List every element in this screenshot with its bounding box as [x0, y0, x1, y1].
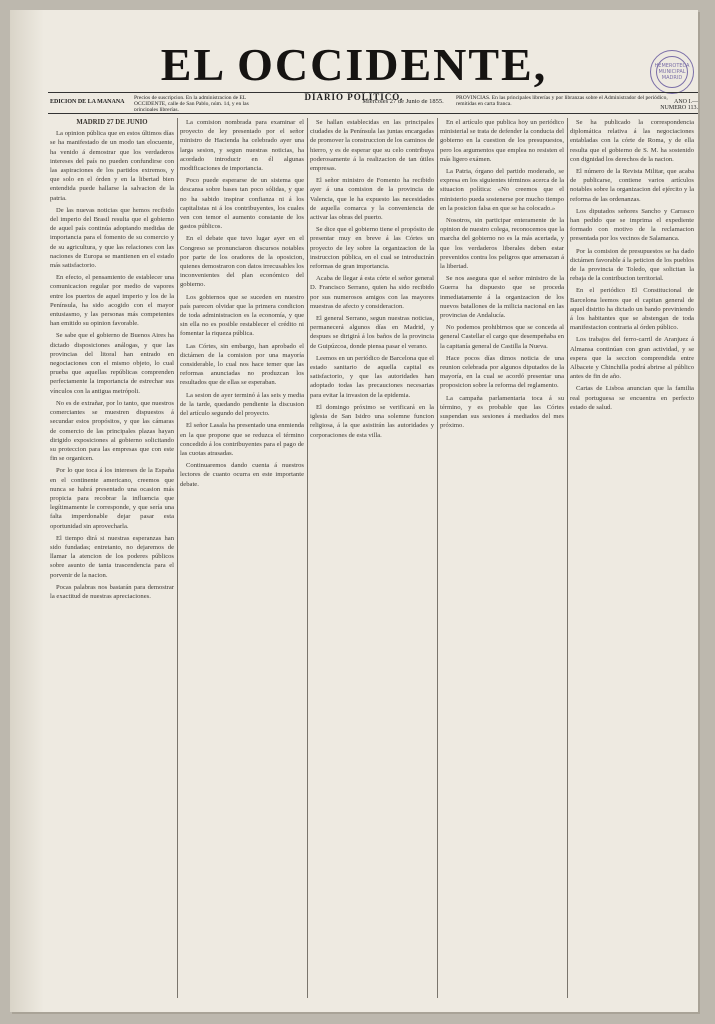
article-paragraph: El número de la Revista Militar, que acaba de publicarse, contiene varios artículos notables sobre la organizacion del ejército y la reforma de las ordenanzas.: [570, 168, 694, 203]
article-paragraph: Poco puede esperarse de un sistema que descansa sobre bases tan poco sólidas, y que no ha sabido inspirar confianza ni á los capitalistas ni á los contribuyentes, los cuales ven con temor el aumento constante de los gastos públicos.: [180, 177, 304, 231]
library-stamp: [650, 50, 694, 94]
article-paragraph: En el debate que tuvo lugar ayer en el Congreso se pronunciaron discursos notables por parte de los oradores de la oposicion, quienes demostraron con datos irrecusables los inconvenientes del plan económico del gobierno.: [180, 235, 304, 289]
column-rule: [177, 118, 178, 998]
article-paragraph: Hace pocos días dimos noticia de una reunion celebrada por algunos diputados de la mayoría, en la cual se acordó presentar una proposicion sobre la reforma del reglamento.: [440, 354, 564, 390]
article-paragraph: De las nuevas noticias que hemos recibido del imperio del Brasil resulta que el gobierno de aquel país continúa adoptando medidas de importancia para el fomento de su comercio y de su agricultura, y que las relaciones con las naciones de Europa se mantienen en el estado más satisfactorio.: [50, 206, 174, 270]
column-rule: [437, 118, 438, 998]
article-paragraph: Se nos asegura que el señor ministro de la Guerra ha dispuesto que se proceda inmediatamente á la organizacion de los nuevos batallones de la milicia nacional en las provincias de Andalucía.: [440, 275, 564, 320]
article-paragraph: La sesion de ayer terminó á las seis y media de la tarde, quedando pendiente la discusion del artículo segundo del proyecto.: [180, 391, 304, 418]
article-paragraph: Por la comision de presupuestos se ha dado dictámen favorable á la peticion de los pueblos de la provincia de Toledo, que solicitan la rebaja de la contribucion territorial.: [570, 247, 694, 283]
provinces-info: PROVINCIAS. En las principales librerías y por libranzas sobre el Administrador del periódico, remitidas en carta franca.: [456, 95, 668, 107]
article-paragraph: La campaña parlamentaria toca á su término, y es probable que las Córtes suspendan sus sesiones á mediados del mes próximo.: [440, 394, 564, 430]
edition-label: EDICION DE LA MAÑANA: [50, 99, 125, 105]
newspaper-page: [10, 10, 698, 1012]
article-paragraph: No podemos prohibirnos que se conceda al general Castellar el cargo que desempeñaba en la capitanía general de Castilla la Nueva.: [440, 324, 564, 350]
article-paragraph: Se hallan establecidas en las principales ciudades de la Península las juntas encargadas de promover la construccion de los caminos de hierro, y es de esperar que su celo contribuya poderosamente á la realizacion de tan útiles empresas.: [310, 119, 434, 173]
column-rule: [307, 118, 308, 998]
article-paragraph: Pocas palabras nos bastarán para demostrar la exactitud de nuestras apreciaciones.: [50, 583, 174, 600]
subscription-info: Precios de suscripcion. En la administracion de EL OCCIDENTE, calle de San Pablo, núm. 14, y en las principales librerías.: [134, 95, 249, 111]
article-paragraph: El tiempo dirá si nuestras esperanzas han sido fundadas; entretanto, no dejaremos de llamar la atencion de los poderes públicos sobre asunto de tanta trascendencia para el porvenir de la nacion.: [50, 534, 174, 579]
info-bar: [48, 92, 698, 114]
article-paragraph: Continuaremos dando cuenta á nuestros lectores de cuanto ocurra en este importante debate.: [180, 462, 304, 488]
article-paragraph: Cartas de Lisboa anuncian que la familia real portuguesa se encuentra en perfecto estado de salud.: [570, 385, 694, 411]
article-paragraph: Las Córtes, sin embargo, han aprobado el dictámen de la comision por una mayoría considerable, lo cual nos hace temer que las reformas anunciadas no produzcan los resultados que de ellas se esperaban.: [180, 342, 304, 387]
article-paragraph: Los diputados señores Sancho y Carrasco han pedido que se imprima el expediente formado con motivo de la reclamacion presentada por los vecinos de Salamanca.: [570, 207, 694, 243]
issue-date: Miércoles 27 de Junio de 1855.: [362, 99, 444, 105]
article-paragraph: Se ha publicado la correspondencia diplomática relativa á las negociaciones entabladas con la córte de Roma, y de ella resulta que el gobierno de S. M. ha sostenido con dignidad los derechos de la nacion.: [570, 119, 694, 163]
issue-number: AÑO I.—NUMERO 113.: [660, 99, 698, 111]
newspaper-title: EL OCCIDENTE,: [160, 39, 548, 90]
article-paragraph: En el artículo que publica hoy un periódico ministerial se trata de defender la conducta del gobierno en la cuestion de los presupuestos, pero los argumentos que emplea no resisten el más ligero exámen.: [440, 119, 564, 163]
page-binding-edge: [10, 10, 44, 1012]
article-paragraph: En efecto, el pensamiento de establecer una comunicacion regular por medio de vapores entre los puertos de aquel imperio y los de la Península, ha sido acogido con el mayor entusiasmo, y las personas más competentes han emitido su opinion favorable.: [50, 274, 174, 328]
article-paragraph: Por lo que toca á los intereses de la España en el continente americano, creemos que nunca se habrá presentado una ocasion más propicia para recobrar la influencia que legítimamente le corresponde, y que sería una falta imperdonable dejar pasar esta oportunidad sin aprovecharla.: [50, 467, 174, 530]
article-paragraph: El general Serrano, segun nuestras noticias, permanecerá algunos días en Madrid, y despues se dirigirá á los baños de la provincia de Guipúzcoa, donde piensa pasar el verano.: [310, 315, 434, 350]
article-paragraph: Leemos en un periódico de Barcelona que el estado sanitario de aquella capital es satisfactorio, y que las autoridades han adoptado todas las precauciones necesarias para evitar la invasion de la epidemia.: [310, 354, 434, 399]
article-paragraph: La opinion pública que en estos últimos días se ha manifestado de un modo tan elocuente, ha venido á demostrar que los verdaderos intereses del país no pueden confundirse con las aspiraciones de los partidos extremos, y que solo en el órden y en la libertad bien entendida puede hallarse la salvacion de la patria.: [50, 130, 174, 202]
article-paragraph: El señor ministro de Fomento ha recibido ayer á una comision de la provincia de Valencia, que le ha expuesto las necesidades de aquella comarca y la conveniencia de activar las obras del puerto.: [310, 177, 434, 222]
column-heading: MADRID 27 DE JUNIO: [76, 119, 148, 126]
newspaper-subtitle: DIARIO POLITICO.: [304, 92, 404, 102]
article-paragraph: El señor Lasala ha presentado una enmienda en la que propone que se reduzca el término concedido á los contribuyentes para el pago de las cuotas atrasadas.: [180, 422, 304, 457]
article-column-4: [440, 118, 564, 998]
column-rule: [567, 118, 568, 998]
article-paragraph: La comision nombrada para examinar el proyecto de ley presentado por el señor ministro de Hacienda ha celebrado ayer una larga sesion, y segun nuestras noticias, ha acordado introducir en él algunas modificaciones de importancia.: [180, 119, 304, 173]
article-paragraph: Acaba de llegar á esta córte el señor general D. Francisco Serrano, quien ha sido recibido por sus numerosos amigos con las mayores muestras de afecto y consideracion.: [310, 275, 434, 310]
article-column-5: [570, 118, 694, 998]
article-column-2: [180, 118, 304, 998]
article-paragraph: En el periódico El Constitucional de Barcelona leemos que el capitan general de aquel distrito ha dictado un bando previniendo á los habitantes que se abstengan de toda manifestacion contraria al órden público.: [570, 287, 694, 332]
article-paragraph: Los trabajos del ferro-carril de Aranjuez á Almansa continúan con gran actividad, y se espera que la seccion comprendida entre Albacete y Chinchilla podrá abrirse al público antes de fin de año.: [570, 336, 694, 381]
article-column-3: [310, 118, 434, 998]
article-paragraph: Los gobiernos que se suceden en nuestro país parecen olvidar que la primera condicion de toda administracion es la economía, y que sin ella no es posible restablecer el crédito ni fomentar la riqueza pública.: [180, 293, 304, 338]
library-stamp-text: HEMEROTECA MUNICIPAL MADRID: [654, 63, 690, 81]
article-paragraph: No es de extrañar, por lo tanto, que nuestros comerciantes se muestren dispuestos á secundar estos propósitos, y que las cámaras de comercio de las principales plazas hayan dirigido exposiciones al gobierno solicitando su proteccion para las empresas que con este fin se organicen.: [50, 399, 174, 463]
article-paragraph: El domingo próximo se verificará en la iglesia de San Isidro una solemne funcion religiosa, á la que asistirán las autoridades y corporaciones de esta villa.: [310, 403, 434, 439]
article-paragraph: Se dice que el gobierno tiene el propósito de presentar muy en breve á las Córtes un proyecto de ley sobre la organizacion de la instruccion pública, en el cual se introducirán reformas de gran importancia.: [310, 226, 434, 271]
article-column-1: [50, 118, 174, 998]
article-paragraph: Se sabe que el gobierno de Buenos Aires ha dictado disposiciones análogas, y que las provincias del litoral han entrado en negociaciones con el mismo objeto, lo cual prueba que aquellas repúblicas comprenden perfectamente la importancia de estrechar sus vínculos con la antigua metrópoli.: [50, 332, 174, 395]
article-paragraph: Nosotros, sin participar enteramente de la opinion de nuestro colega, reconocemos que la marcha del gobierno no es la más acertada, y que los verdaderos liberales deben estar prevenidos contra los peligros que amenazan á la libertad.: [440, 217, 564, 271]
article-paragraph: La Patria, órgano del partido moderado, se expresa en los siguientes términos acerca de la situacion política: «No creemos que el ministerio pueda sostenerse por mucho tiempo en la posicion falsa en que se ha colocado.»: [440, 168, 564, 212]
